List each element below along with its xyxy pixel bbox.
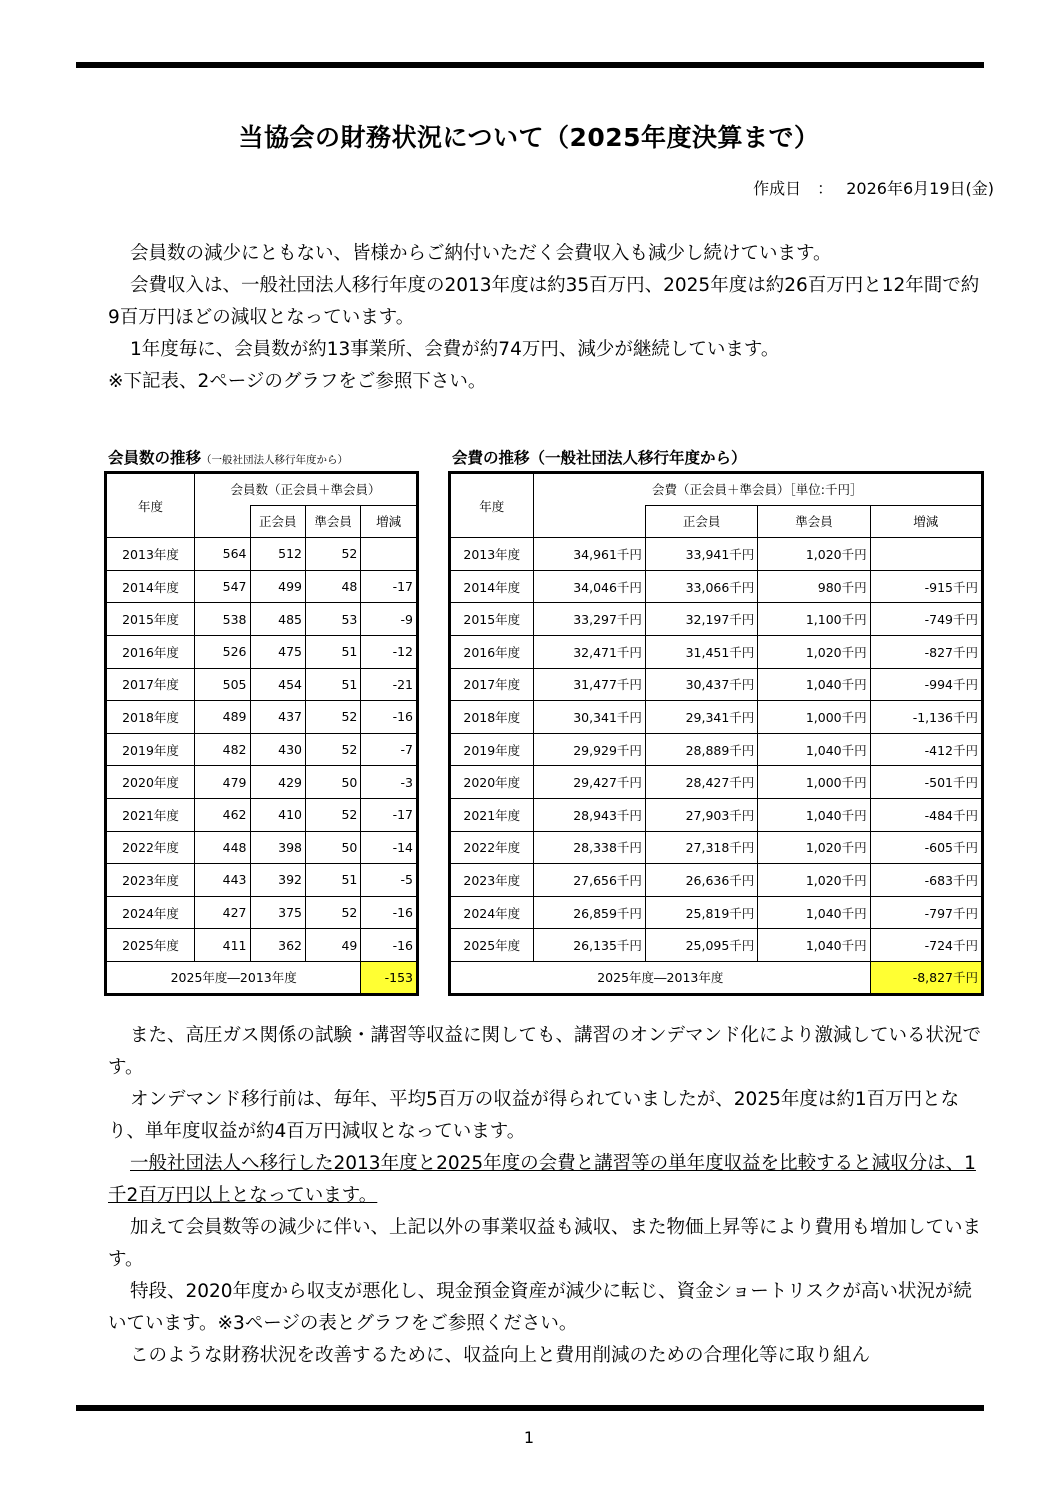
table-row	[106, 603, 418, 636]
row-change: -17	[361, 570, 418, 603]
row-associate: 52	[306, 896, 361, 929]
row-total: 26,859千円	[533, 896, 645, 929]
row-change: -797千円	[870, 896, 982, 929]
top-rule	[76, 62, 984, 68]
row-associate: 51	[306, 635, 361, 668]
creation-date	[745, 176, 994, 199]
body-paragraph-underlined: 一般社団法人へ移行した2013年度と2025年度の会費と講習等の単年度収益を比較すると減収分は、1千2百万円以上となっています。	[108, 1153, 976, 1206]
row-change: -412千円	[870, 733, 982, 766]
header-year: 年度	[450, 473, 534, 538]
body-paragraph: このような財務状況を改善するために、収益向上と費用削減のための合理化等に取り組ん	[130, 1345, 871, 1366]
row-associate: 52	[306, 701, 361, 734]
table-row	[106, 570, 418, 603]
row-associate: 1,020千円	[758, 864, 870, 897]
row-regular: 392	[250, 864, 306, 897]
date-value: 2026年6月19日(金)	[846, 179, 994, 198]
table-row	[106, 864, 418, 897]
row-change	[870, 538, 982, 571]
table-row	[106, 635, 418, 668]
row-change: -1,136千円	[870, 701, 982, 734]
row-total: 29,427千円	[533, 766, 645, 799]
table-row	[106, 831, 418, 864]
row-year: 2018年度	[450, 701, 534, 734]
row-regular: 362	[250, 929, 306, 962]
row-associate: 50	[306, 766, 361, 799]
row-year: 2013年度	[450, 538, 534, 571]
row-total: 448	[195, 831, 251, 864]
members-table	[104, 471, 419, 996]
members-caption-note: （一般社団法人移行年度から）	[201, 454, 349, 466]
row-year: 2023年度	[106, 864, 195, 897]
summary-row	[106, 961, 418, 994]
row-total: 28,338千円	[533, 831, 645, 864]
header-year: 年度	[106, 473, 195, 538]
row-change: -7	[361, 733, 418, 766]
row-year: 2024年度	[106, 896, 195, 929]
row-total: 489	[195, 701, 251, 734]
row-change: -827千円	[870, 635, 982, 668]
row-associate: 1,040千円	[758, 733, 870, 766]
fees-table-body	[450, 473, 983, 995]
row-associate: 50	[306, 831, 361, 864]
body-paragraph: 加えて会員数等の減少に伴い、上記以外の事業収益も減収、また物価上昇等により費用も増加しています。	[108, 1217, 982, 1270]
table-row	[106, 766, 418, 799]
body-text	[108, 1020, 988, 1372]
header-change: 増減	[361, 505, 418, 538]
header-group: 会費（正会員＋準会員）［単位:千円］	[533, 473, 982, 506]
header-regular: 正会員	[250, 505, 306, 538]
row-regular: 32,197千円	[645, 603, 757, 636]
table-row	[106, 538, 418, 571]
summary-label: 2025年度―2013年度	[450, 961, 871, 994]
table-row	[450, 929, 983, 962]
row-regular: 28,427千円	[645, 766, 757, 799]
row-year: 2016年度	[450, 635, 534, 668]
table-row	[450, 896, 983, 929]
row-total: 31,477千円	[533, 668, 645, 701]
table-row	[106, 668, 418, 701]
row-total: 30,341千円	[533, 701, 645, 734]
row-associate: 1,040千円	[758, 668, 870, 701]
row-change: -915千円	[870, 570, 982, 603]
row-change: -14	[361, 831, 418, 864]
row-regular: 25,819千円	[645, 896, 757, 929]
row-associate: 1,000千円	[758, 766, 870, 799]
intro-paragraph: 1年度毎に、会員数が約13事業所、会費が約74万円、減少が継続しています。	[130, 339, 780, 360]
row-associate: 1,020千円	[758, 635, 870, 668]
table-row	[450, 733, 983, 766]
header-total-blank	[533, 505, 645, 538]
row-associate: 1,040千円	[758, 929, 870, 962]
header-change: 増減	[870, 505, 982, 538]
row-year: 2022年度	[106, 831, 195, 864]
bottom-rule	[76, 1405, 984, 1411]
row-year: 2017年度	[450, 668, 534, 701]
table-row	[450, 603, 983, 636]
row-regular: 430	[250, 733, 306, 766]
row-associate: 1,040千円	[758, 896, 870, 929]
row-associate: 1,020千円	[758, 831, 870, 864]
header-associate: 準会員	[758, 505, 870, 538]
body-paragraph: 特段、2020年度から収支が悪化し、現金預金資産が減少に転じ、資金ショートリスクが高い状況が続いています。※3ページの表とグラフをご参照ください。	[108, 1281, 972, 1334]
summary-value: -153	[361, 961, 418, 994]
summary-row	[450, 961, 983, 994]
row-change: -484千円	[870, 798, 982, 831]
row-associate: 1,100千円	[758, 603, 870, 636]
row-year: 2020年度	[106, 766, 195, 799]
row-change: -5	[361, 864, 418, 897]
row-associate: 52	[306, 798, 361, 831]
row-year: 2025年度	[450, 929, 534, 962]
row-regular: 475	[250, 635, 306, 668]
row-change: -12	[361, 635, 418, 668]
table-row	[450, 831, 983, 864]
row-change: -16	[361, 896, 418, 929]
row-total: 564	[195, 538, 251, 571]
row-associate: 51	[306, 668, 361, 701]
row-year: 2018年度	[106, 701, 195, 734]
row-total: 27,656千円	[533, 864, 645, 897]
table-row	[106, 929, 418, 962]
row-regular: 31,451千円	[645, 635, 757, 668]
table-row	[450, 864, 983, 897]
row-associate: 48	[306, 570, 361, 603]
row-year: 2021年度	[106, 798, 195, 831]
row-regular: 437	[250, 701, 306, 734]
table-row	[450, 635, 983, 668]
row-regular: 398	[250, 831, 306, 864]
header-associate: 準会員	[306, 505, 361, 538]
row-year: 2015年度	[450, 603, 534, 636]
row-regular: 29,341千円	[645, 701, 757, 734]
table-row	[106, 798, 418, 831]
row-associate: 51	[306, 864, 361, 897]
row-total: 526	[195, 635, 251, 668]
row-change: -994千円	[870, 668, 982, 701]
table-row	[450, 538, 983, 571]
row-regular: 375	[250, 896, 306, 929]
table-row	[106, 733, 418, 766]
row-change: -16	[361, 929, 418, 962]
row-total: 32,471千円	[533, 635, 645, 668]
row-total: 479	[195, 766, 251, 799]
row-associate: 1,040千円	[758, 798, 870, 831]
row-year: 2021年度	[450, 798, 534, 831]
row-total: 482	[195, 733, 251, 766]
row-regular: 410	[250, 798, 306, 831]
page-number: 1	[523, 1428, 535, 1447]
row-change: -21	[361, 668, 418, 701]
row-year: 2025年度	[106, 929, 195, 962]
row-year: 2013年度	[106, 538, 195, 571]
row-year: 2014年度	[106, 570, 195, 603]
row-year: 2024年度	[450, 896, 534, 929]
row-regular: 499	[250, 570, 306, 603]
header-total-blank	[195, 505, 251, 538]
members-table-caption: 会員数の推移（一般社団法人移行年度から）	[108, 449, 349, 467]
row-regular: 485	[250, 603, 306, 636]
row-year: 2020年度	[450, 766, 534, 799]
table-row	[450, 766, 983, 799]
row-change: -9	[361, 603, 418, 636]
row-total: 443	[195, 864, 251, 897]
row-associate: 980千円	[758, 570, 870, 603]
row-year: 2017年度	[106, 668, 195, 701]
row-change: -3	[361, 766, 418, 799]
row-associate: 1,020千円	[758, 538, 870, 571]
summary-value: -8,827千円	[870, 961, 982, 994]
row-change: -749千円	[870, 603, 982, 636]
row-associate: 53	[306, 603, 361, 636]
row-regular: 27,318千円	[645, 831, 757, 864]
row-change: -17	[361, 798, 418, 831]
row-regular: 30,437千円	[645, 668, 757, 701]
intro-paragraph: 会費収入は、一般社団法人移行年度の2013年度は約35百万円、2025年度は約26百万円と12年間で約9百万円ほどの減収となっています。	[108, 275, 980, 328]
row-total: 462	[195, 798, 251, 831]
body-paragraph: オンデマンド移行前は、毎年、平均5百万の収益が得られていましたが、2025年度は約1百万円となり、単年度収益が約4百万円減収となっています。	[108, 1089, 960, 1142]
row-total: 34,046千円	[533, 570, 645, 603]
page-title: 当協会の財務状況について（2025年度決算まで）	[238, 123, 820, 152]
row-year: 2022年度	[450, 831, 534, 864]
row-year: 2019年度	[106, 733, 195, 766]
row-total: 28,943千円	[533, 798, 645, 831]
row-total: 26,135千円	[533, 929, 645, 962]
fees-table	[448, 471, 984, 996]
row-change: -724千円	[870, 929, 982, 962]
table-row	[450, 668, 983, 701]
row-change: -605千円	[870, 831, 982, 864]
body-paragraph: また、高圧ガス関係の試験・講習等収益に関しても、講習のオンデマンド化により激減している状況です。	[108, 1025, 982, 1078]
row-regular: 33,941千円	[645, 538, 757, 571]
fees-table-caption: 会費の推移（一般社団法人移行年度から）	[452, 449, 747, 467]
row-regular: 28,889千円	[645, 733, 757, 766]
row-change	[361, 538, 418, 571]
intro-paragraph: 会員数の減少にともない、皆様からご納付いただく会費収入も減少し続けています。	[130, 243, 832, 264]
members-table-body	[106, 473, 418, 995]
row-regular: 27,903千円	[645, 798, 757, 831]
table-row	[450, 798, 983, 831]
table-row	[106, 701, 418, 734]
row-change: -16	[361, 701, 418, 734]
row-associate: 52	[306, 538, 361, 571]
table-row	[450, 701, 983, 734]
row-year: 2023年度	[450, 864, 534, 897]
row-total: 547	[195, 570, 251, 603]
row-associate: 1,000千円	[758, 701, 870, 734]
row-associate: 52	[306, 733, 361, 766]
row-total: 33,297千円	[533, 603, 645, 636]
intro-paragraph: ※下記表、2ページのグラフをご参照下さい。	[108, 371, 487, 392]
row-year: 2015年度	[106, 603, 195, 636]
row-year: 2019年度	[450, 733, 534, 766]
row-change: -501千円	[870, 766, 982, 799]
row-regular: 512	[250, 538, 306, 571]
row-regular: 33,066千円	[645, 570, 757, 603]
header-group: 会員数（正会員＋準会員）	[195, 473, 418, 506]
row-total: 29,929千円	[533, 733, 645, 766]
table-row	[450, 570, 983, 603]
row-regular: 454	[250, 668, 306, 701]
row-total: 34,961千円	[533, 538, 645, 571]
row-change: -683千円	[870, 864, 982, 897]
row-year: 2016年度	[106, 635, 195, 668]
row-total: 427	[195, 896, 251, 929]
row-total: 538	[195, 603, 251, 636]
row-regular: 429	[250, 766, 306, 799]
row-regular: 25,095千円	[645, 929, 757, 962]
row-associate: 49	[306, 929, 361, 962]
intro-text	[108, 238, 988, 398]
header-regular: 正会員	[645, 505, 757, 538]
table-row	[106, 896, 418, 929]
row-total: 505	[195, 668, 251, 701]
row-regular: 26,636千円	[645, 864, 757, 897]
row-total: 411	[195, 929, 251, 962]
row-year: 2014年度	[450, 570, 534, 603]
date-label: 作成日 ：	[753, 179, 834, 198]
summary-label: 2025年度―2013年度	[106, 961, 361, 994]
